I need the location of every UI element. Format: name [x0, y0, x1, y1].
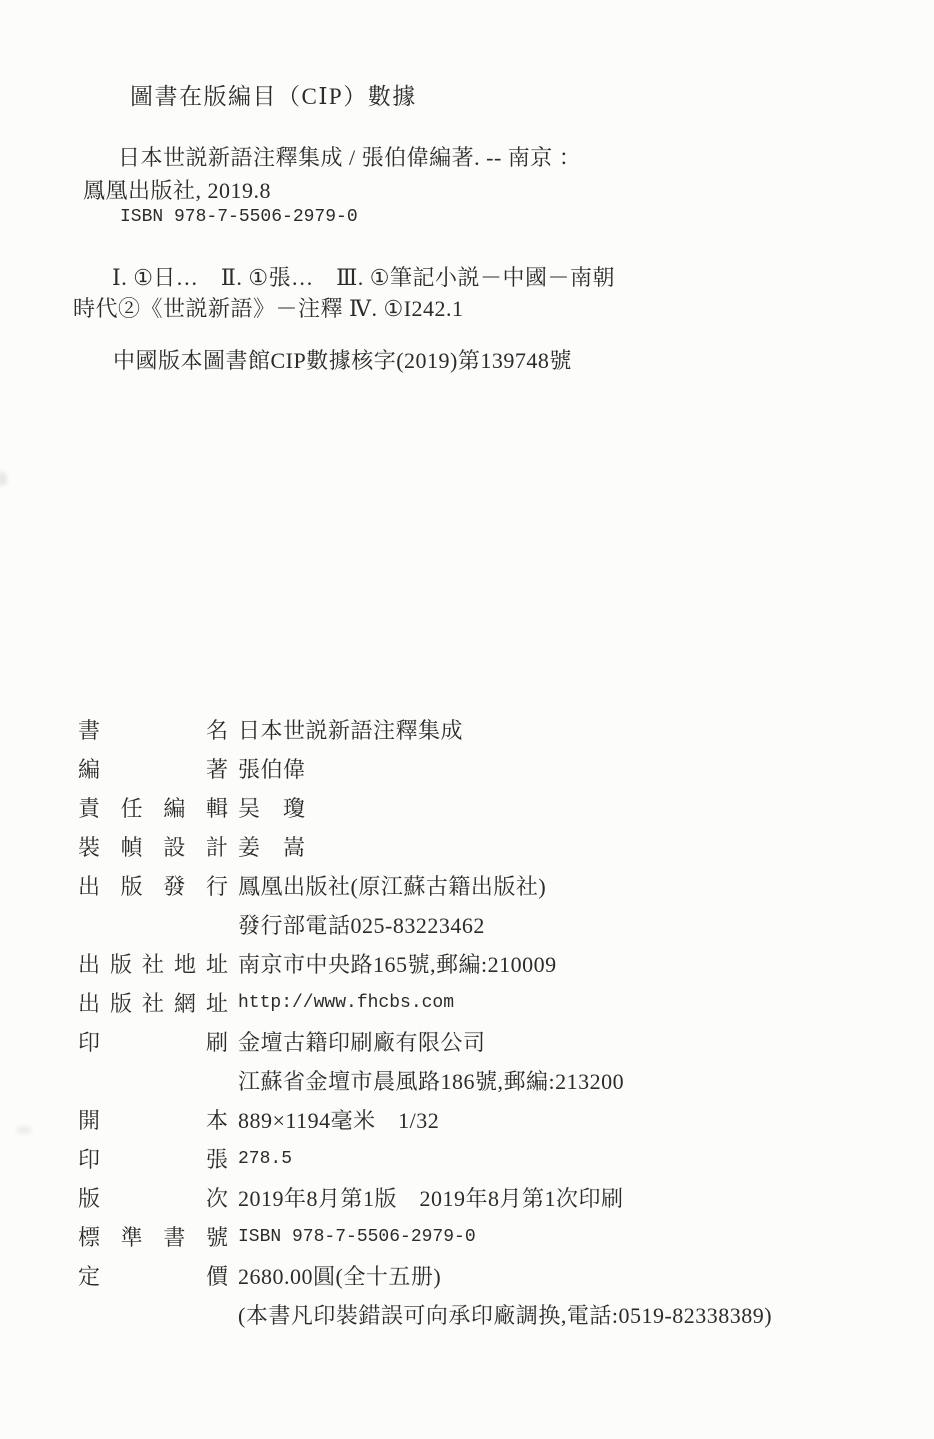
cip-classification-line: Ⅰ. ①日… Ⅱ. ①張… Ⅲ. ①筆記小説－中國－南朝 — [112, 265, 616, 290]
colophon-row-value: 南京市中央路165號,郵編:210009 — [238, 952, 557, 977]
colophon-row-value: 發行部電話025-83223462 — [238, 913, 485, 938]
colophon-row-value: 鳳凰出版社(原江蘇古籍出版社) — [238, 874, 547, 899]
colophon-row-value: http://www.fhcbs.com — [238, 992, 455, 1013]
colophon-row-value: 2019年8月第1版 2019年8月第1次印刷 — [238, 1186, 624, 1211]
colophon-row-label: 書名 — [78, 718, 228, 743]
colophon-row-value: 江蘇省金壇市晨風路186號,郵編:213200 — [238, 1069, 625, 1094]
cip-entry-line: ISBN 978-7-5506-2979-0 — [120, 207, 358, 227]
colophon-table — [78, 710, 772, 1334]
colophon-row — [78, 1061, 772, 1100]
colophon-row-value: (本書凡印裝錯誤可向承印廠調换,電話:0519-82338389) — [238, 1303, 773, 1328]
colophon-row-label: 定價 — [78, 1264, 228, 1289]
cip-heading: 圖書在版編目（CⅠP）數據 — [130, 84, 417, 109]
colophon-row-value: 吴 瓊 — [238, 796, 306, 821]
cip-entry-line: 鳳凰出版社, 2019.8 — [83, 178, 272, 203]
colophon-row-value: 姜 嵩 — [238, 835, 306, 860]
colophon-row-value: 日本世説新語注釋集成 — [238, 718, 464, 743]
cip-classification-line: 時代②《世説新語》－注釋 Ⅳ. ①I242.1 — [73, 296, 464, 321]
colophon-row — [78, 1217, 772, 1256]
colophon-row-label: 版次 — [78, 1186, 228, 1211]
colophon-row — [78, 944, 772, 983]
colophon-row — [78, 983, 772, 1022]
colophon-row-label: 出版社網址 — [78, 991, 228, 1016]
colophon-row — [78, 788, 772, 827]
colophon-row — [78, 866, 772, 905]
colophon-row — [78, 1022, 772, 1061]
colophon-row-label: 出版發行 — [78, 874, 228, 899]
cip-record-number: 中國版本圖書館CIP數據核字(2019)第139748號 — [113, 348, 572, 373]
colophon-row-value: 金壇古籍印刷廠有限公司 — [238, 1030, 486, 1055]
colophon-row-value: 278.5 — [238, 1148, 293, 1169]
colophon-row — [78, 1139, 772, 1178]
colophon-row — [78, 710, 772, 749]
colophon-row-label: 責任編輯 — [78, 796, 228, 821]
colophon-row-value: 2680.00圓(全十五册) — [238, 1264, 442, 1289]
colophon-row-label: 裝幀設計 — [78, 835, 228, 860]
colophon-row — [78, 1100, 772, 1139]
cip-entry-line: 日本世説新語注釋集成 / 張伯偉編著. -- 南京 ： — [118, 145, 582, 170]
colophon-row-label: 編著 — [78, 757, 228, 782]
colophon-row — [78, 827, 772, 866]
colophon-row — [78, 1295, 772, 1334]
colophon-row — [78, 905, 772, 944]
colophon-row — [78, 1256, 772, 1295]
scan-smudge — [0, 472, 7, 486]
colophon-row-value: 889×1194毫米 1/32 — [238, 1108, 440, 1133]
colophon-row — [78, 1178, 772, 1217]
colophon-row-label: 出版社地址 — [78, 952, 228, 977]
colophon-row-label: 印刷 — [78, 1030, 228, 1055]
colophon-row — [78, 749, 772, 788]
colophon-row-label: 標準書號 — [78, 1225, 228, 1250]
colophon-row-label: 印張 — [78, 1147, 228, 1172]
colophon-row-value: ISBN 978-7-5506-2979-0 — [238, 1226, 476, 1247]
colophon-row-value: 張伯偉 — [238, 757, 306, 782]
colophon-row-label: 開本 — [78, 1108, 228, 1133]
scan-smudge — [16, 1126, 32, 1134]
